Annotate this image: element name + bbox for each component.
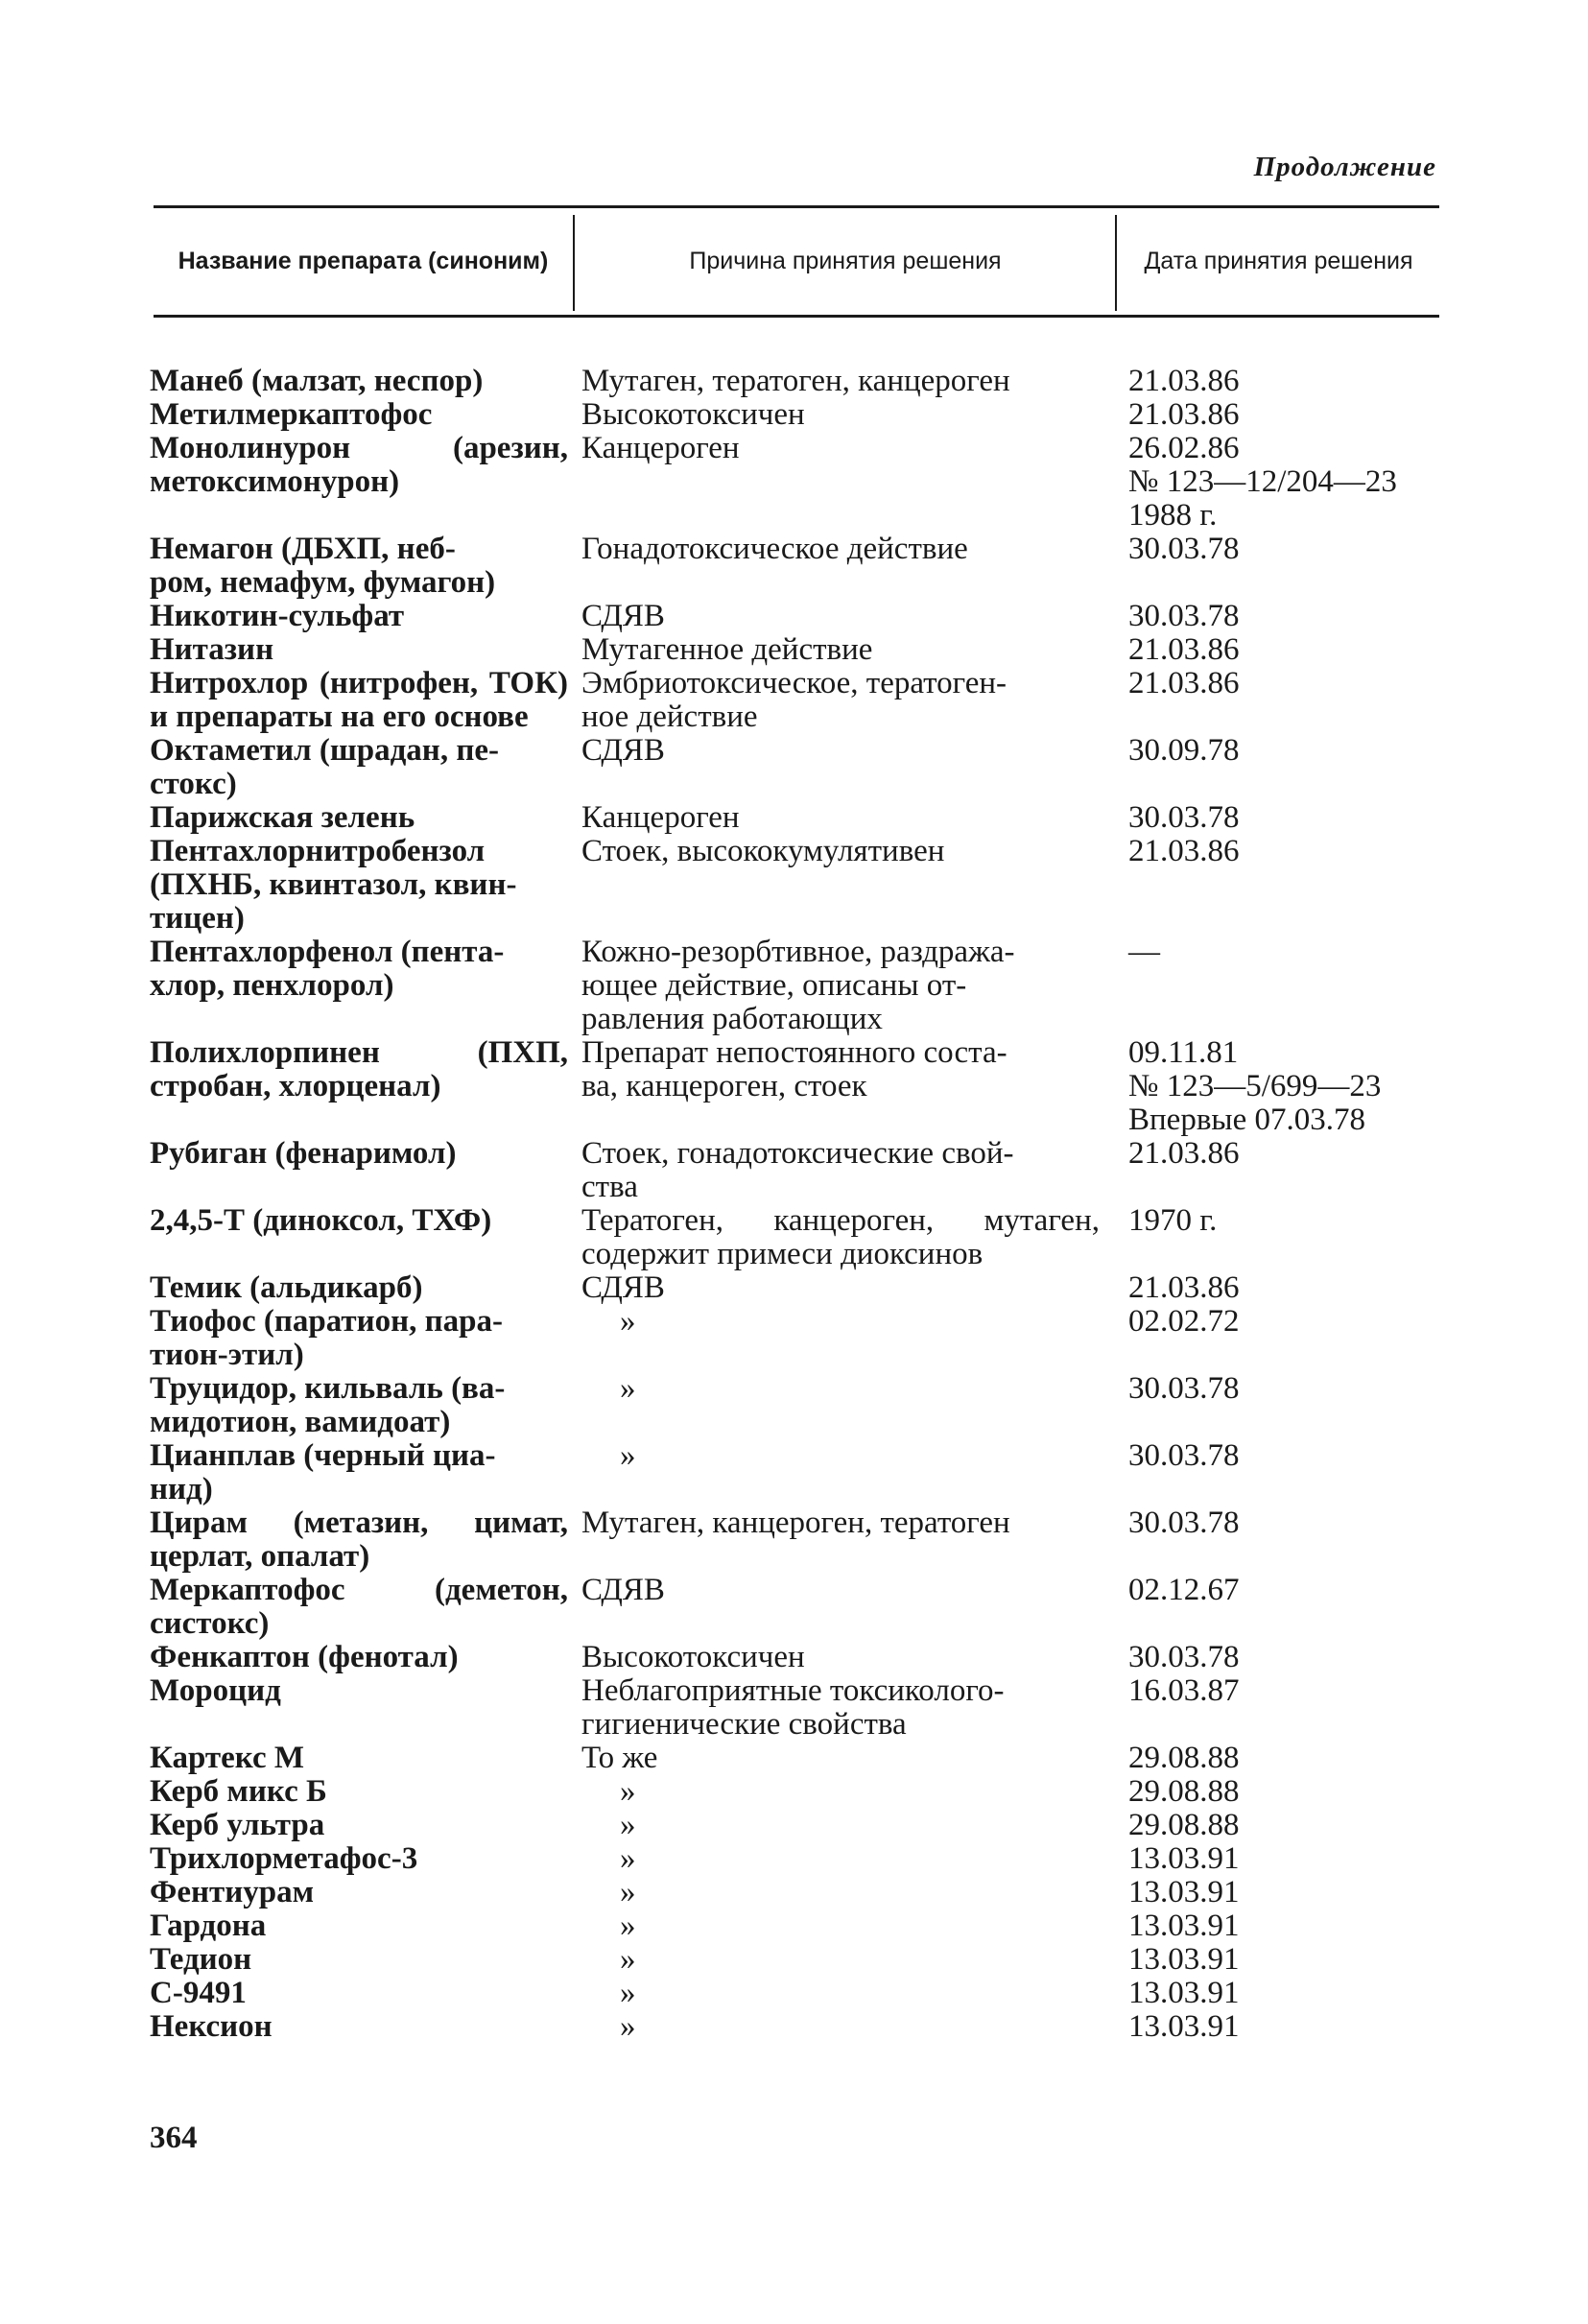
drug-name: Полихлорпинен (ПХП, стробан, хлорценал) bbox=[150, 1035, 568, 1103]
decision-date: 21.03.86 bbox=[1128, 1136, 1240, 1171]
decision-date: 30.03.78 bbox=[1128, 532, 1240, 566]
decision-date: 1970 г. bbox=[1128, 1203, 1218, 1238]
drug-name: Октаметил (шрадан, пе- стокс) bbox=[150, 733, 499, 801]
decision-date: 30.03.78 bbox=[1128, 1506, 1240, 1540]
decision-date: 09.11.81 № 123—5/699—23 Впервые 07.03.78 bbox=[1128, 1035, 1382, 1137]
table-row bbox=[150, 1641, 1445, 1674]
decision-reason: Гонадотоксическое действие bbox=[581, 532, 968, 566]
table-row bbox=[150, 1876, 1445, 1909]
table-row bbox=[150, 1506, 1445, 1574]
decision-date: 21.03.86 bbox=[1128, 397, 1240, 432]
decision-date: 13.03.91 bbox=[1128, 1841, 1240, 1876]
drug-name: Монолинурон (арезин, метоксимонурон) bbox=[150, 431, 568, 499]
decision-reason: » bbox=[620, 1371, 636, 1406]
decision-reason: » bbox=[620, 1909, 636, 1943]
decision-reason: Высокотоксичен bbox=[581, 1640, 805, 1674]
table-row bbox=[150, 734, 1445, 801]
table-row bbox=[150, 801, 1445, 835]
table-row bbox=[150, 1809, 1445, 1842]
drug-name: Парижская зелень bbox=[150, 800, 415, 835]
drug-name: Фенкаптон (фенотал) bbox=[150, 1640, 459, 1674]
decision-reason: Неблагоприятные токсиколого- гигиенические свойства bbox=[581, 1673, 1005, 1742]
decision-reason: Высокотоксичен bbox=[581, 397, 805, 432]
drug-name: Темик (альдикарб) bbox=[150, 1270, 423, 1305]
table-top-rule bbox=[154, 205, 1439, 208]
decision-reason: Канцероген bbox=[581, 431, 740, 465]
table-row bbox=[150, 2010, 1445, 2044]
table-row bbox=[150, 432, 1445, 533]
decision-date: 29.08.88 bbox=[1128, 1808, 1240, 1842]
decision-reason: Мутагенное действие bbox=[581, 632, 873, 667]
decision-date: 30.03.78 bbox=[1128, 1438, 1240, 1473]
drug-name: Фентиурам bbox=[150, 1875, 315, 1909]
header-date: Дата принятия решения bbox=[1144, 248, 1413, 274]
decision-reason: Канцероген bbox=[581, 800, 740, 835]
table-row bbox=[150, 667, 1445, 734]
decision-date: 02.02.72 bbox=[1128, 1304, 1240, 1339]
decision-reason: Кожно-резорбтивное, раздража- ющее действие, описаны от- равления работающих bbox=[581, 935, 1015, 1036]
drug-name: Метилмеркаптофос bbox=[150, 397, 433, 432]
table-row bbox=[150, 1271, 1445, 1305]
header-name: Название препарата (синоним) bbox=[178, 248, 549, 274]
drug-name: Труцидор, кильваль (ва- мидотион, вамидоат) bbox=[150, 1371, 506, 1439]
decision-date: 13.03.91 bbox=[1128, 1909, 1240, 1943]
decision-date: 26.02.86 № 123—12/204—23 1988 г. bbox=[1128, 431, 1397, 533]
table-row bbox=[150, 1036, 1445, 1137]
decision-reason: СДЯВ bbox=[581, 599, 665, 633]
continuation-label: Продолжение bbox=[1253, 152, 1436, 182]
table-body bbox=[150, 365, 1445, 2044]
drug-name: Цирам (метазин, цимат, церлат, опалат) bbox=[150, 1506, 568, 1574]
decision-date: 02.12.67 bbox=[1128, 1573, 1240, 1607]
drug-name: Картекс М bbox=[150, 1741, 305, 1775]
decision-date: 21.03.86 bbox=[1128, 632, 1240, 667]
table-row bbox=[150, 1977, 1445, 2010]
decision-date: 29.08.88 bbox=[1128, 1741, 1240, 1775]
table-header-rule bbox=[154, 315, 1439, 318]
drug-name: Рубиган (фенаримол) bbox=[150, 1136, 457, 1171]
decision-reason: Стоек, гонадотоксические свой- ства bbox=[581, 1136, 1014, 1204]
decision-reason: Мутаген, канцероген, тератоген bbox=[581, 1506, 1010, 1540]
decision-reason: СДЯВ bbox=[581, 1573, 665, 1607]
decision-date: 21.03.86 bbox=[1128, 834, 1240, 868]
table-row bbox=[150, 1674, 1445, 1742]
table-row bbox=[150, 398, 1445, 432]
decision-reason: Стоек, высококумулятивен bbox=[581, 834, 945, 868]
decision-reason: Мутаген, тератоген, канцероген bbox=[581, 364, 1010, 398]
decision-date: 30.03.78 bbox=[1128, 800, 1240, 835]
table-row bbox=[150, 1439, 1445, 1506]
table-row bbox=[150, 1909, 1445, 1943]
decision-reason: Препарат непостоянного соста- ва, канцероген, стоек bbox=[581, 1035, 1007, 1103]
page-number: 364 bbox=[150, 2121, 198, 2155]
table-row bbox=[150, 633, 1445, 667]
drug-name: Пентахлорнитробензол (ПХНБ, квинтазол, квин- тицен) bbox=[150, 834, 517, 936]
decision-reason: » bbox=[620, 1438, 636, 1473]
drug-name: Меркаптофос (деметон, систокс) bbox=[150, 1573, 568, 1641]
decision-reason: » bbox=[620, 1976, 636, 2010]
drug-name: Трихлорметафос-3 bbox=[150, 1841, 418, 1876]
table-row bbox=[150, 1204, 1445, 1271]
decision-reason: » bbox=[620, 2009, 636, 2044]
decision-date: — bbox=[1128, 935, 1160, 969]
decision-date: 21.03.86 bbox=[1128, 364, 1240, 398]
decision-date: 21.03.86 bbox=[1128, 1270, 1240, 1305]
decision-reason: » bbox=[620, 1774, 636, 1809]
decision-reason: СДЯВ bbox=[581, 1270, 665, 1305]
decision-date: 13.03.91 bbox=[1128, 1942, 1240, 1977]
table-header bbox=[154, 211, 1439, 311]
drug-name: 2,4,5-Т (диноксол, ТХФ) bbox=[150, 1203, 492, 1238]
header-divider bbox=[573, 215, 575, 311]
decision-date: 16.03.87 bbox=[1128, 1673, 1240, 1708]
table-row bbox=[150, 1775, 1445, 1809]
decision-reason: Тератоген, канцероген, мутаген, содержит примеси диоксинов bbox=[581, 1203, 1100, 1271]
drug-name: Тиофос (паратион, пара- тион-этил) bbox=[150, 1304, 504, 1372]
decision-date: 13.03.91 bbox=[1128, 2009, 1240, 2044]
decision-date: 13.03.91 bbox=[1128, 1976, 1240, 2010]
decision-reason: Эмбриотоксическое, тератоген- ное действие bbox=[581, 666, 1007, 734]
table-row bbox=[150, 1137, 1445, 1204]
drug-name: Керб микс Б bbox=[150, 1774, 327, 1809]
table-row bbox=[150, 835, 1445, 936]
decision-reason: » bbox=[620, 1808, 636, 1842]
drug-name: Нитазин bbox=[150, 632, 274, 667]
decision-date: 29.08.88 bbox=[1128, 1774, 1240, 1809]
decision-reason: » bbox=[620, 1875, 636, 1909]
decision-reason: СДЯВ bbox=[581, 733, 665, 768]
drug-name: Тедион bbox=[150, 1942, 252, 1977]
drug-name: Нексион bbox=[150, 2009, 273, 2044]
drug-name: Никотин-сульфат bbox=[150, 599, 405, 633]
table-row bbox=[150, 1372, 1445, 1439]
drug-name: Мороцид bbox=[150, 1673, 281, 1708]
decision-reason: » bbox=[620, 1841, 636, 1876]
decision-reason: То же bbox=[581, 1741, 658, 1775]
table-row bbox=[150, 1742, 1445, 1775]
table-row bbox=[150, 533, 1445, 600]
drug-name: Нитрохлор (нитрофен, ТОК) и препараты на его основе bbox=[150, 666, 568, 734]
drug-name: Манеб (малзат, неспор) bbox=[150, 364, 484, 398]
decision-date: 30.03.78 bbox=[1128, 1640, 1240, 1674]
table-row bbox=[150, 1574, 1445, 1641]
drug-name: Цианплав (черный циа- нид) bbox=[150, 1438, 496, 1506]
table-row bbox=[150, 365, 1445, 398]
table-row bbox=[150, 1943, 1445, 1977]
table-row bbox=[150, 1305, 1445, 1372]
table-row bbox=[150, 1842, 1445, 1876]
drug-name: Керб ультра bbox=[150, 1808, 325, 1842]
header-reason: Причина принятия решения bbox=[689, 248, 1002, 274]
decision-date: 30.03.78 bbox=[1128, 1371, 1240, 1406]
drug-name: Гардона bbox=[150, 1909, 267, 1943]
table-row bbox=[150, 936, 1445, 1036]
decision-date: 30.03.78 bbox=[1128, 599, 1240, 633]
drug-name: Немагон (ДБХП, неб- ром, немафум, фумагон) bbox=[150, 532, 496, 600]
table-row bbox=[150, 600, 1445, 633]
decision-date: 13.03.91 bbox=[1128, 1875, 1240, 1909]
decision-date: 21.03.86 bbox=[1128, 666, 1240, 700]
header-divider bbox=[1115, 215, 1117, 311]
decision-date: 30.09.78 bbox=[1128, 733, 1240, 768]
decision-reason: » bbox=[620, 1304, 636, 1339]
drug-name: С-9491 bbox=[150, 1976, 247, 2010]
drug-name: Пентахлорфенол (пента- хлор, пенхлорол) bbox=[150, 935, 505, 1003]
decision-reason: » bbox=[620, 1942, 636, 1977]
